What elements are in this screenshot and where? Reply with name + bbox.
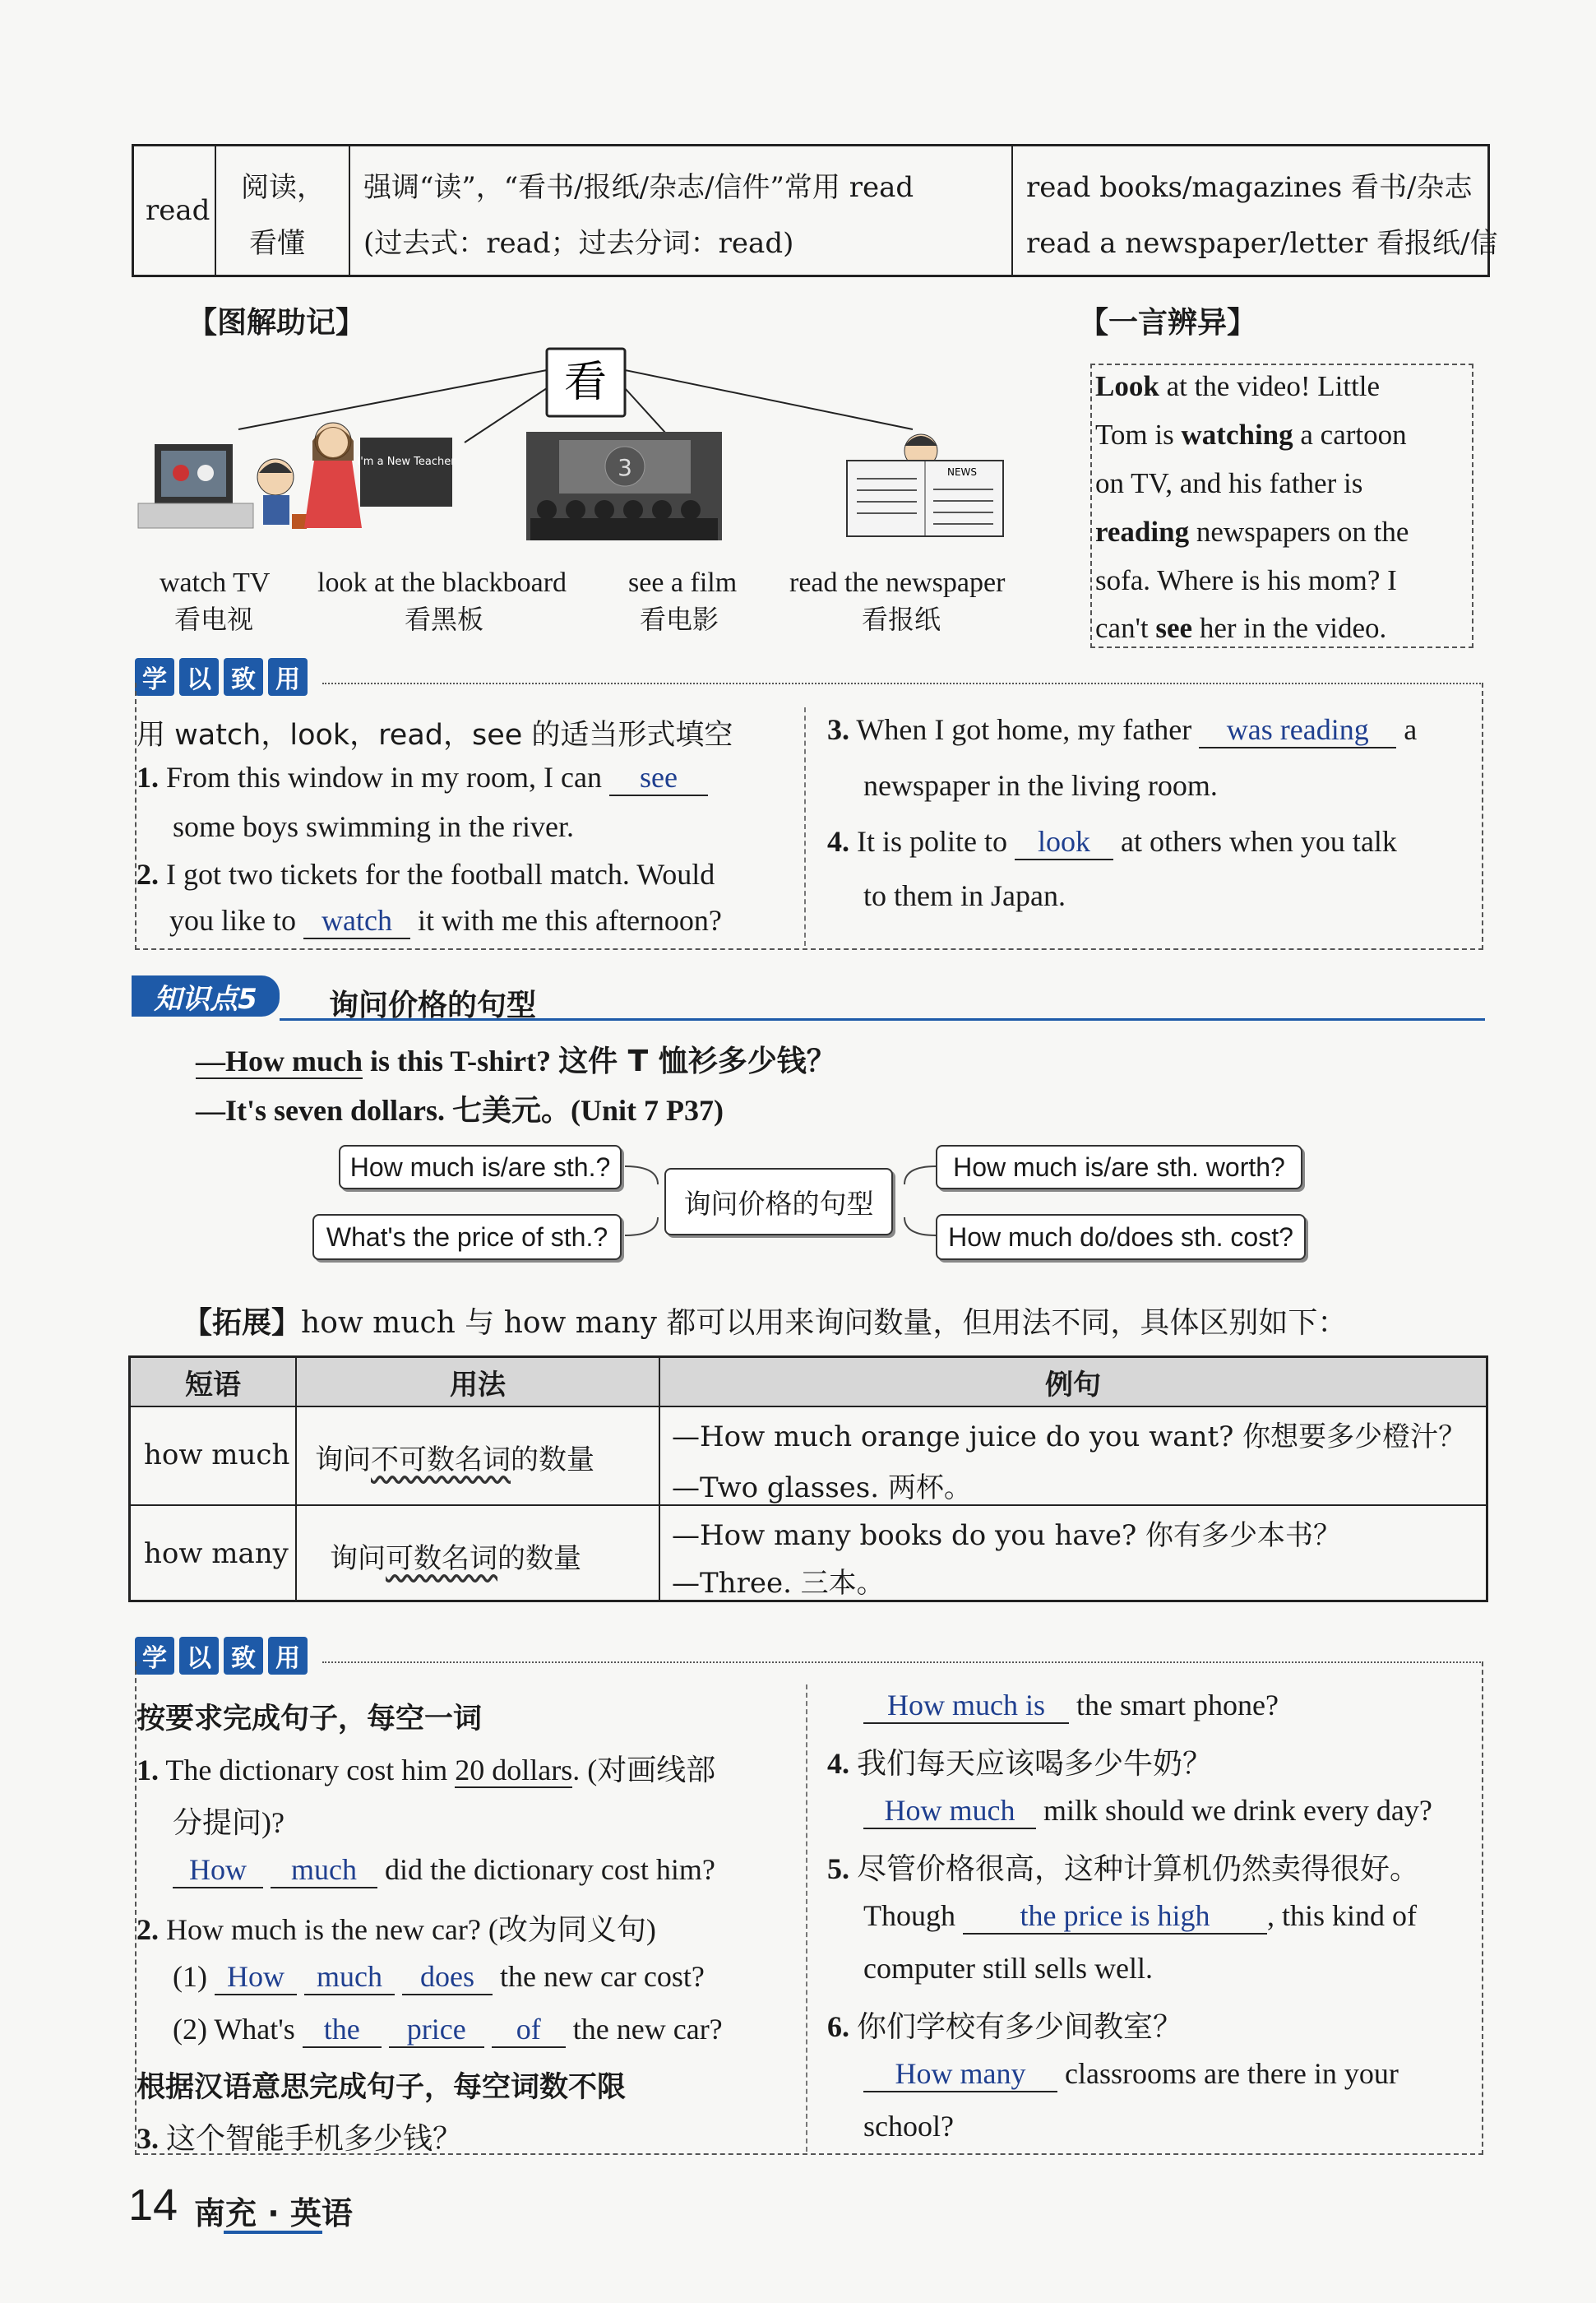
question-number: 1. <box>136 1754 159 1786</box>
table-row <box>131 1407 297 1506</box>
badge-char: 以 <box>179 658 219 696</box>
column-divider <box>806 1684 807 2152</box>
table-row <box>297 1407 660 1506</box>
meaning-line: 看懂 <box>249 227 305 260</box>
distinguish-box <box>1090 364 1473 648</box>
badge-char: 致 <box>224 658 263 696</box>
caption-en: read the newspaper <box>789 568 1006 598</box>
expand-label: 【拓展】 <box>183 1306 302 1340</box>
part1-instruction: 按要求完成句子，每空一词 <box>136 1703 483 1735</box>
illustration-captions <box>132 568 1061 642</box>
badge-char: 学 <box>135 658 174 696</box>
question-text: . (对画线部 <box>572 1754 716 1786</box>
blackboard-picture <box>304 423 456 528</box>
question-text: some boys swimming in the river. <box>173 810 574 843</box>
question-text: newspaper in the living room. <box>863 769 1218 802</box>
answer-blank[interactable]: was reading <box>1199 712 1396 748</box>
table-row <box>660 1407 1486 1506</box>
distinguish-text: can't <box>1095 612 1156 644</box>
distinguish-text: her in the video. <box>1192 612 1387 644</box>
example-sentence: —Three. 三本。 <box>672 1567 885 1600</box>
question-text: at others when you talk <box>1121 825 1397 858</box>
dialog-keyword: —How much <box>196 1045 363 1077</box>
phrase-cell: how many <box>144 1537 289 1570</box>
illustration-heading: 【图解助记】 <box>187 306 366 340</box>
badge-char: 用 <box>268 1637 308 1675</box>
expand-note <box>183 1300 1347 1341</box>
answer-blank[interactable]: of <box>492 2012 566 2048</box>
question-number: 6. <box>827 2010 849 2043</box>
read-definition-table <box>132 144 1498 277</box>
keyword-watching: watching <box>1181 419 1293 451</box>
usage-highlight: 不可数名词 <box>371 1443 511 1476</box>
question-text: the new car cost? <box>499 1960 705 1993</box>
sub-question-label: (2) What's <box>173 2013 295 2046</box>
question-text: When I got home, my father <box>856 713 1192 746</box>
dialog-translation: 这件 T 恤衫多少钱？ <box>558 1045 836 1078</box>
example-line: read a newspaper/letter 看报纸/信 <box>1026 227 1498 260</box>
table-row <box>131 1506 297 1600</box>
question-text: to them in Japan. <box>863 879 1066 912</box>
answer-blank[interactable]: How <box>173 1852 263 1888</box>
mindmap-left-top: How much is/are sth.? <box>339 1145 622 1189</box>
keyword-see: see <box>1155 612 1193 644</box>
badge-char: 用 <box>268 658 308 696</box>
question-text: It is polite to <box>857 825 1007 858</box>
question-text: 我们每天应该喝多少牛奶？ <box>857 1747 1213 1780</box>
question-text: I got two tickets for the football match. Would <box>166 858 715 891</box>
word-text: read <box>146 194 210 227</box>
cinema-picture <box>526 432 722 540</box>
question-text: did the dictionary cost him? <box>385 1853 715 1886</box>
caption-zh: 看黑板 <box>405 605 484 634</box>
footer-underline <box>224 2231 322 2234</box>
mindmap-right-bottom: How much do/does sth. cost? <box>936 1214 1306 1260</box>
example-sentence: —How many books do you have? 你有多少本书？ <box>672 1519 1341 1552</box>
badge-char: 以 <box>179 1637 219 1675</box>
answer-blank[interactable]: How <box>215 1959 297 1995</box>
usage-cell <box>330 1536 581 1576</box>
example-sentence: —How much orange juice do you want? 你想要多少橙汁？ <box>672 1420 1467 1453</box>
question-text: it with me this afternoon? <box>417 904 722 937</box>
question-text: milk should we drink every day? <box>1043 1794 1432 1827</box>
answer-blank[interactable]: How much <box>863 1793 1036 1829</box>
dialog-question <box>196 1038 836 1080</box>
answer-blank[interactable]: the <box>303 2012 382 2048</box>
answer-blank[interactable]: much <box>304 1959 395 1995</box>
question-text: school? <box>863 2110 954 2143</box>
distinguish-text: at the video! Little <box>1159 370 1381 402</box>
usage-line: (过去式：read；过去分词：read) <box>363 227 794 260</box>
question-number: 4. <box>827 825 849 858</box>
how-much-how-many-table <box>128 1355 1488 1602</box>
knowledge-point-badge: 知识点5 <box>132 975 280 1017</box>
table-header: 用法 <box>297 1358 660 1407</box>
question-text: 这个智能手机多少钱？ <box>166 2122 463 2155</box>
usage-cell <box>350 146 1013 275</box>
practice1-instruction: 用 watch，look，read，see 的适当形式填空 <box>136 719 733 752</box>
sub-question-label: (1) <box>173 1960 207 1993</box>
dialog-text: is this T-shirt? <box>363 1045 552 1077</box>
example-line: read books/magazines 看书/杂志 <box>1026 171 1473 204</box>
answer-blank[interactable]: How many <box>863 2056 1057 2092</box>
badge-char: 学 <box>135 1637 174 1675</box>
answer-blank[interactable]: look <box>1015 824 1113 860</box>
table-header: 例句 <box>660 1358 1486 1407</box>
answer-blank[interactable]: price <box>389 2012 484 2048</box>
expand-text: how much 与 how many 都可以用来询问数量，但用法不同，具体区别如下： <box>301 1306 1348 1340</box>
distinguish-text: a cartoon <box>1293 419 1407 451</box>
caption-en: watch TV <box>160 568 271 598</box>
phrase-cell: how much <box>144 1439 290 1471</box>
screen-number: 3 <box>618 454 632 481</box>
question-text: How much is the new car? (改为同义句) <box>166 1913 656 1946</box>
part2-instruction: 根据汉语意思完成句子，每空词数不限 <box>136 2071 627 2104</box>
distinguish-text: on TV, and his father is <box>1095 467 1363 499</box>
usage-text: 的数量 <box>497 1542 581 1575</box>
page-number: 14 <box>128 2180 178 2230</box>
meaning-line: 阅读， <box>241 171 325 204</box>
usage-highlight: 可数名词 <box>386 1542 497 1575</box>
caption-en: see a film <box>628 568 738 598</box>
caption-zh: 看电视 <box>174 605 254 634</box>
underlined-phrase: 20 dollars <box>455 1754 573 1786</box>
keyword-reading: reading <box>1095 516 1190 548</box>
section5-underline <box>280 1018 1485 1021</box>
caption-zh: 看报纸 <box>862 605 941 634</box>
table-row <box>297 1506 660 1600</box>
newspaper-text: NEWS <box>946 466 978 478</box>
question-text: Though <box>863 1899 955 1932</box>
section5-title: 询问价格的句型 <box>329 989 537 1022</box>
question-number: 1. <box>136 761 159 794</box>
distinguish-text: Tom is <box>1095 419 1182 451</box>
question-text: the smart phone? <box>1076 1689 1279 1721</box>
usage-cell <box>315 1437 594 1477</box>
usage-text: 询问 <box>330 1542 386 1575</box>
table-row <box>660 1506 1486 1600</box>
distinguish-text: sofa. Where is his mom? I <box>1095 564 1397 596</box>
usage-line: 强调“读”，“看书/报纸/杂志/信件”常用 read <box>363 171 914 204</box>
distinguish-heading: 【一言辨异】 <box>1079 306 1257 340</box>
question-number: 2. <box>136 858 159 891</box>
tv-picture <box>138 444 307 529</box>
answer-blank[interactable]: How much is <box>863 1688 1069 1724</box>
question-text: 你们学校有多少间教室？ <box>857 2010 1183 2043</box>
question-text: From this window in my room, I can <box>166 761 602 794</box>
word-cell <box>134 146 216 275</box>
question-text: 分提问)? <box>173 1806 285 1839</box>
example-cell <box>1013 146 1498 275</box>
question-text: , this kind of <box>1267 1899 1418 1932</box>
meaning-cell <box>216 146 350 275</box>
answer-blank[interactable]: see <box>609 760 708 796</box>
question-number: 3. <box>827 713 849 746</box>
badge-char: 致 <box>224 1637 263 1675</box>
footer-title: 南充 · 英语 <box>194 2195 353 2231</box>
usage-text: 询问 <box>315 1443 371 1476</box>
question-text: you like to <box>169 904 296 937</box>
mindmap-center: 询问价格的句型 <box>664 1168 893 1235</box>
mindmap-left-bottom: What's the price of sth.? <box>312 1214 622 1260</box>
table-header: 短语 <box>131 1358 297 1407</box>
blackboard-text: I'm a New Teacher <box>357 456 456 468</box>
answer-blank[interactable]: the price is high <box>963 1898 1267 1935</box>
usage-text: 的数量 <box>511 1443 594 1476</box>
question-text: The dictionary cost him <box>165 1754 456 1786</box>
question-number: 5. <box>827 1852 849 1885</box>
caption-zh: 看电影 <box>640 605 719 634</box>
question-text: 尽管价格很高，这种计算机仍然卖得很好。 <box>857 1852 1420 1885</box>
answer-blank[interactable]: much <box>271 1852 377 1888</box>
question-number: 4. <box>827 1747 849 1780</box>
question-text: computer still sells well. <box>863 1952 1153 1985</box>
newspaper-picture <box>847 434 1003 536</box>
keyword-look: Look <box>1095 370 1159 402</box>
question-text: the new car? <box>572 2013 723 2046</box>
center-char: 看 <box>563 358 608 407</box>
distinguish-text: newspapers on the <box>1189 516 1409 548</box>
answer-blank[interactable]: does <box>402 1959 493 1995</box>
question-text: a <box>1404 713 1418 746</box>
question-number: 3. <box>136 2122 159 2155</box>
question-number: 2. <box>136 1913 159 1946</box>
column-divider <box>804 707 806 946</box>
question-text: classrooms are there in your <box>1065 2057 1399 2090</box>
mindmap-right-top: How much is/are sth. worth? <box>936 1145 1302 1189</box>
example-sentence: —Two glasses. 两杯。 <box>672 1471 972 1504</box>
answer-blank[interactable]: watch <box>303 903 410 939</box>
dialog-answer: —It's seven dollars. 七美元。(Unit 7 P37) <box>196 1094 724 1127</box>
caption-en: look at the blackboard <box>317 568 567 598</box>
